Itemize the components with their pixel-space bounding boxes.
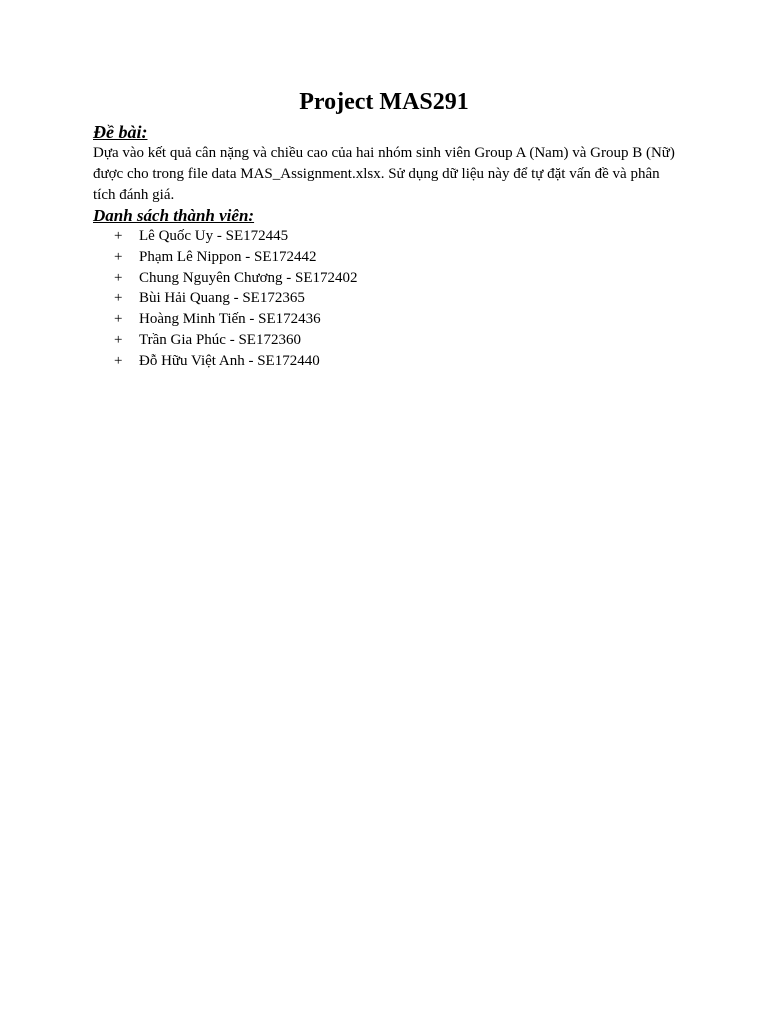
member-name: Lê Quốc Uy - SE172445 xyxy=(139,228,289,244)
bullet-marker: + xyxy=(114,290,123,307)
member-list xyxy=(93,226,683,372)
member-name: Hoàng Minh Tiến - SE172436 xyxy=(139,311,321,328)
member-name: Phạm Lê Nippon - SE172442 xyxy=(139,248,317,265)
member-name: Chung Nguyên Chương - SE172402 xyxy=(139,269,358,286)
list-item xyxy=(93,330,683,351)
list-item xyxy=(93,247,683,268)
bullet-marker: + xyxy=(114,228,123,244)
member-name: Đỗ Hữu Việt Anh - SE172440 xyxy=(139,352,320,369)
document-body xyxy=(93,121,683,372)
document-title: Project MAS291 xyxy=(299,89,469,115)
bullet-marker: + xyxy=(114,311,123,328)
list-item xyxy=(93,226,683,247)
bullet-marker: + xyxy=(114,331,123,348)
list-item xyxy=(93,351,683,372)
bullet-marker: + xyxy=(114,248,123,265)
bullet-marker: + xyxy=(114,352,123,369)
member-name: Trần Gia Phúc - SE172360 xyxy=(139,331,301,348)
prompt-heading: Đề bài: xyxy=(93,122,148,142)
list-item xyxy=(93,268,683,289)
members-heading: Danh sách thành viên: xyxy=(93,206,255,225)
member-name: Bùi Hải Quang - SE172365 xyxy=(139,290,305,307)
list-item xyxy=(93,309,683,330)
prompt-text: Dựa vào kết quả cân nặng và chiều cao của hai nhóm sinh viên Group A (Nam) và Group B (Nữ) được cho trong file data MAS_Assignment.xlsx. Sử dụng dữ liệu này để tự đặt vấn đề và phân tích đánh giá. xyxy=(93,145,675,203)
bullet-marker: + xyxy=(114,269,123,286)
list-item xyxy=(93,288,683,309)
